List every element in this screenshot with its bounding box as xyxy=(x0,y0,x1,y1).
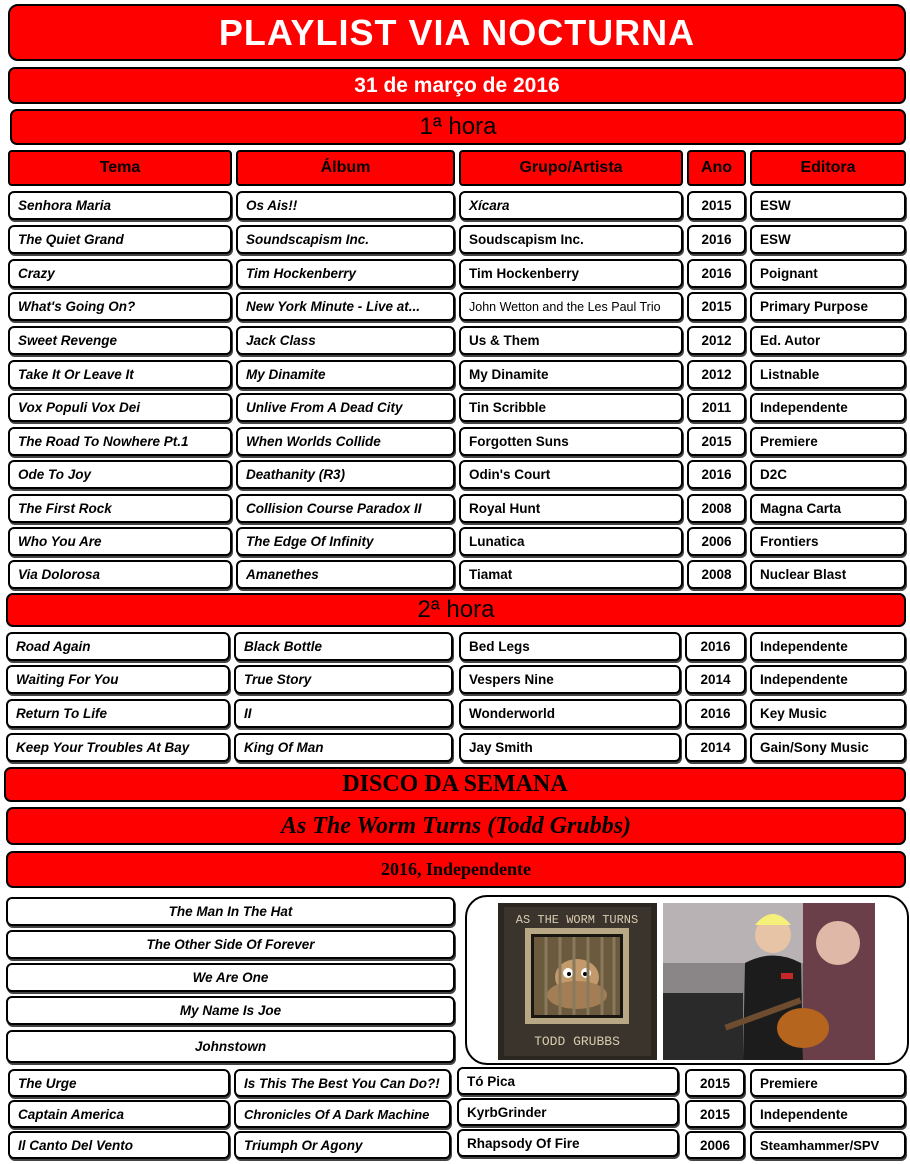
tema-cell: Via Dolorosa xyxy=(8,560,232,589)
artista-cell: Royal Hunt xyxy=(459,494,683,523)
tema-cell: The Road To Nowhere Pt.1 xyxy=(8,427,232,456)
album-cell: Is This The Best You Can Do?! xyxy=(234,1069,451,1097)
ano-cell: 2008 xyxy=(687,560,746,589)
album-cell: II xyxy=(234,699,453,728)
album-cell: Amanethes xyxy=(236,560,455,589)
album-cell: True Story xyxy=(234,665,453,694)
artista-cell: Wonderworld xyxy=(459,699,681,728)
column-header-album: Álbum xyxy=(236,150,455,186)
artista-cell: Tin Scribble xyxy=(459,393,683,422)
album-cell: King Of Man xyxy=(234,733,453,762)
album-cell: Os Ais!! xyxy=(236,191,455,220)
tema-cell: Crazy xyxy=(8,259,232,288)
page-title: PLAYLIST VIA NOCTURNA xyxy=(8,4,906,61)
ano-cell: 2016 xyxy=(685,699,746,728)
artista-cell: Tim Hockenberry xyxy=(459,259,683,288)
editora-cell: Independente xyxy=(750,665,906,694)
editora-cell: Independente xyxy=(750,1100,906,1128)
artist-photo-image xyxy=(663,903,875,1060)
editora-cell: Gain/Sony Music xyxy=(750,733,906,762)
list-item: We Are One xyxy=(6,963,455,992)
tema-cell: Return To Life xyxy=(6,699,230,728)
album-cell: Chronicles Of A Dark Machine xyxy=(234,1100,451,1128)
artista-cell: Vespers Nine xyxy=(459,665,681,694)
editora-cell: Listnable xyxy=(750,360,906,389)
editora-cell: Steamhammer/SPV xyxy=(750,1131,906,1159)
ano-cell: 2015 xyxy=(685,1069,745,1097)
disco-info: 2016, Independente xyxy=(6,851,906,888)
album-cell: Jack Class xyxy=(236,326,455,355)
column-header-tema: Tema xyxy=(8,150,232,186)
date-banner: 31 de março de 2016 xyxy=(8,67,906,104)
artista-cell: Tiamat xyxy=(459,560,683,589)
ano-cell: 2015 xyxy=(687,292,746,321)
artista-cell: Jay Smith xyxy=(459,733,681,762)
column-header-ano: Ano xyxy=(687,150,746,186)
artista-cell: KyrbGrinder xyxy=(457,1098,679,1126)
editora-cell: Premiere xyxy=(750,1069,906,1097)
artista-cell: Bed Legs xyxy=(459,632,681,661)
column-header-editora: Editora xyxy=(750,150,906,186)
ano-cell: 2006 xyxy=(687,527,746,556)
list-item: My Name Is Joe xyxy=(6,996,455,1025)
tema-cell: Road Again xyxy=(6,632,230,661)
ano-cell: 2015 xyxy=(685,1100,745,1128)
album-cell: The Edge Of Infinity xyxy=(236,527,455,556)
album-cell: Unlive From A Dead City xyxy=(236,393,455,422)
editora-cell: Independente xyxy=(750,632,906,661)
editora-cell: Poignant xyxy=(750,259,906,288)
ano-cell: 2012 xyxy=(687,326,746,355)
list-item: The Other Side Of Forever xyxy=(6,930,455,959)
artista-cell: Xícara xyxy=(459,191,683,220)
tema-cell: Keep Your Troubles At Bay xyxy=(6,733,230,762)
cover-title-text: AS THE WORM TURNS xyxy=(515,913,639,927)
ano-cell: 2011 xyxy=(687,393,746,422)
tema-cell: Take It Or Leave It xyxy=(8,360,232,389)
artista-cell: Tó Pica xyxy=(457,1067,679,1095)
disco-banner: DISCO DA SEMANA xyxy=(4,767,906,802)
artista-cell: Lunatica xyxy=(459,527,683,556)
tema-cell: Vox Populi Vox Dei xyxy=(8,393,232,422)
ano-cell: 2014 xyxy=(685,665,746,694)
album-image-box xyxy=(465,895,909,1065)
editora-cell: D2C xyxy=(750,460,906,489)
artista-cell: John Wetton and the Les Paul Trio xyxy=(459,292,683,321)
hour2-banner: 2ª hora xyxy=(6,593,906,627)
album-cell: Soundscapism Inc. xyxy=(236,225,455,254)
tema-cell: Sweet Revenge xyxy=(8,326,232,355)
ano-cell: 2016 xyxy=(687,460,746,489)
album-cell: Tim Hockenberry xyxy=(236,259,455,288)
column-header-artista: Grupo/Artista xyxy=(459,150,683,186)
editora-cell: Magna Carta xyxy=(750,494,906,523)
tema-cell: Who You Are xyxy=(8,527,232,556)
artista-cell: Forgotten Suns xyxy=(459,427,683,456)
album-cell: Collision Course Paradox II xyxy=(236,494,455,523)
album-cell: When Worlds Collide xyxy=(236,427,455,456)
editora-cell: Frontiers xyxy=(750,527,906,556)
artista-cell: Soudscapism Inc. xyxy=(459,225,683,254)
editora-cell: Key Music xyxy=(750,699,906,728)
ano-cell: 2012 xyxy=(687,360,746,389)
ano-cell: 2014 xyxy=(685,733,746,762)
album-cell: My Dinamite xyxy=(236,360,455,389)
tema-cell: Il Canto Del Vento xyxy=(8,1131,230,1159)
tema-cell: Senhora Maria xyxy=(8,191,232,220)
tema-cell: Waiting For You xyxy=(6,665,230,694)
editora-cell: ESW xyxy=(750,191,906,220)
ano-cell: 2016 xyxy=(687,225,746,254)
ano-cell: 2016 xyxy=(687,259,746,288)
ano-cell: 2006 xyxy=(685,1131,745,1159)
editora-cell: Ed. Autor xyxy=(750,326,906,355)
editora-cell: ESW xyxy=(750,225,906,254)
tema-cell: Captain America xyxy=(8,1100,230,1128)
list-item: The Man In The Hat xyxy=(6,897,455,926)
artista-cell: Rhapsody Of Fire xyxy=(457,1129,679,1157)
tema-cell: The Quiet Grand xyxy=(8,225,232,254)
ano-cell: 2016 xyxy=(685,632,746,661)
artista-cell: Us & Them xyxy=(459,326,683,355)
editora-cell: Primary Purpose xyxy=(750,292,906,321)
tema-cell: The Urge xyxy=(8,1069,230,1097)
artista-cell: Odin's Court xyxy=(459,460,683,489)
list-item: Johnstown xyxy=(6,1030,455,1063)
editora-cell: Premiere xyxy=(750,427,906,456)
artista-cell: My Dinamite xyxy=(459,360,683,389)
tema-cell: The First Rock xyxy=(8,494,232,523)
album-cell: Triumph Or Agony xyxy=(234,1131,451,1159)
album-cell: Deathanity (R3) xyxy=(236,460,455,489)
tema-cell: Ode To Joy xyxy=(8,460,232,489)
ano-cell: 2008 xyxy=(687,494,746,523)
album-cell: Black Bottle xyxy=(234,632,453,661)
album-cell: New York Minute - Live at... xyxy=(236,292,455,321)
ano-cell: 2015 xyxy=(687,427,746,456)
cover-artist-text: TODD GRUBBS xyxy=(534,1034,620,1049)
disco-album-title: As The Worm Turns (Todd Grubbs) xyxy=(6,807,906,845)
hour1-banner: 1ª hora xyxy=(10,109,906,145)
editora-cell: Independente xyxy=(750,393,906,422)
editora-cell: Nuclear Blast xyxy=(750,560,906,589)
ano-cell: 2015 xyxy=(687,191,746,220)
album-cover-image xyxy=(498,903,657,1060)
tema-cell: What's Going On? xyxy=(8,292,232,321)
